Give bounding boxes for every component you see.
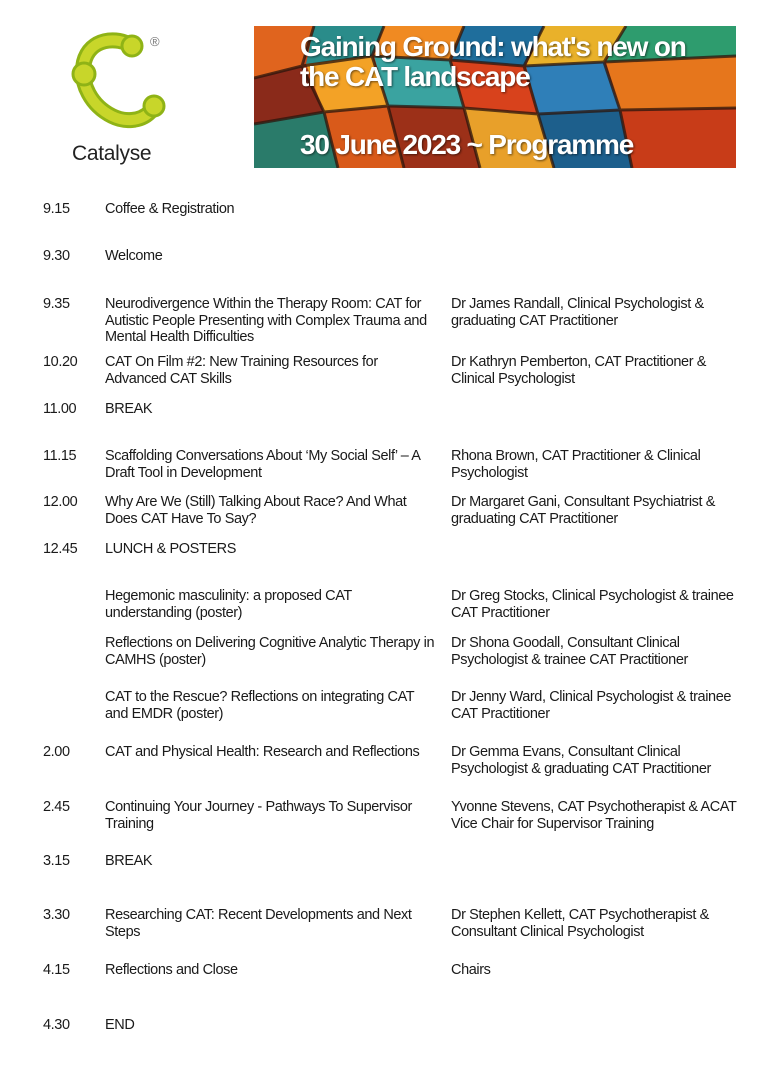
session-time: 9.15 [43, 201, 70, 217]
session-time: 12.45 [43, 541, 78, 557]
logo-wordmark: Catalyse [72, 142, 152, 165]
session-title: Researching CAT: Recent Developments and Next Steps [105, 907, 412, 940]
poster-presenter: Dr Shona Goodall, Consultant Clinical Psychologist & trainee CAT Practitioner [451, 635, 688, 668]
session-title: Coffee & Registration [105, 201, 235, 217]
session-time: 4.30 [43, 1017, 70, 1033]
registered-mark: ® [150, 34, 160, 49]
session-title: Neurodivergence Within the Therapy Room: CAT for Autistic People Presenting with Complex Trauma and Mental Health Difficulties [105, 296, 427, 345]
session-speaker: Dr Margaret Gani, Consultant Psychiatrist & graduating CAT Practitioner [451, 494, 716, 527]
session-time: 10.20 [43, 354, 78, 370]
session-time: 11.15 [43, 448, 77, 464]
banner-date: 30 June 2023 ~ Programme [300, 129, 634, 160]
session-time: 11.00 [43, 401, 77, 417]
session-time: 2.45 [43, 799, 70, 815]
session-time: 3.30 [43, 907, 70, 923]
session-title: Welcome [105, 248, 163, 264]
session-title: CAT and Physical Health: Research and Reflections [105, 744, 420, 760]
session-speaker: Rhona Brown, CAT Practitioner & Clinical Psychologist [451, 448, 701, 481]
session-title: BREAK [105, 401, 153, 417]
session-title: CAT On Film #2: New Training Resources for Advanced CAT Skills [105, 354, 378, 387]
session-speaker: Chairs [451, 962, 491, 978]
session-speaker: Dr Stephen Kellett, CAT Psychotherapist & Consultant Clinical Psychologist [451, 907, 709, 940]
session-title: Continuing Your Journey - Pathways To Supervisor Training [105, 799, 412, 832]
session-title: END [105, 1017, 135, 1033]
session-title: Scaffolding Conversations About ‘My Social Self’ – A Draft Tool in Development [105, 448, 420, 481]
banner-title: Gaining Ground: what's new on the CAT landscape [300, 31, 686, 92]
poster-presenter: Dr Jenny Ward, Clinical Psychologist & trainee CAT Practitioner [451, 689, 732, 722]
session-time: 4.15 [43, 962, 70, 978]
session-speaker: Dr James Randall, Clinical Psychologist & graduating CAT Practitioner [451, 296, 704, 329]
session-time: 12.00 [43, 494, 78, 510]
session-time: 3.15 [43, 853, 70, 869]
session-title: Why Are We (Still) Talking About Race? And What Does CAT Have To Say? [105, 494, 407, 527]
session-title: Reflections and Close [105, 962, 238, 978]
poster-presenter: Dr Greg Stocks, Clinical Psychologist & trainee CAT Practitioner [451, 588, 734, 621]
session-title: LUNCH & POSTERS [105, 541, 236, 557]
poster-title: CAT to the Rescue? Reflections on integrating CAT and EMDR (poster) [105, 689, 414, 722]
session-time: 2.00 [43, 744, 70, 760]
session-time: 9.30 [43, 248, 70, 264]
session-speaker: Dr Gemma Evans, Consultant Clinical Psychologist & graduating CAT Practitioner [451, 744, 711, 777]
session-time: 9.35 [43, 296, 70, 312]
session-speaker: Yvonne Stevens, CAT Psychotherapist & ACAT Vice Chair for Supervisor Training [451, 799, 737, 832]
session-speaker: Dr Kathryn Pemberton, CAT Practitioner & Clinical Psychologist [451, 354, 707, 387]
poster-title: Hegemonic masculinity: a proposed CAT understanding (poster) [105, 588, 352, 621]
poster-title: Reflections on Delivering Cognitive Analytic Therapy in CAMHS (poster) [105, 635, 435, 668]
session-title: BREAK [105, 853, 153, 869]
